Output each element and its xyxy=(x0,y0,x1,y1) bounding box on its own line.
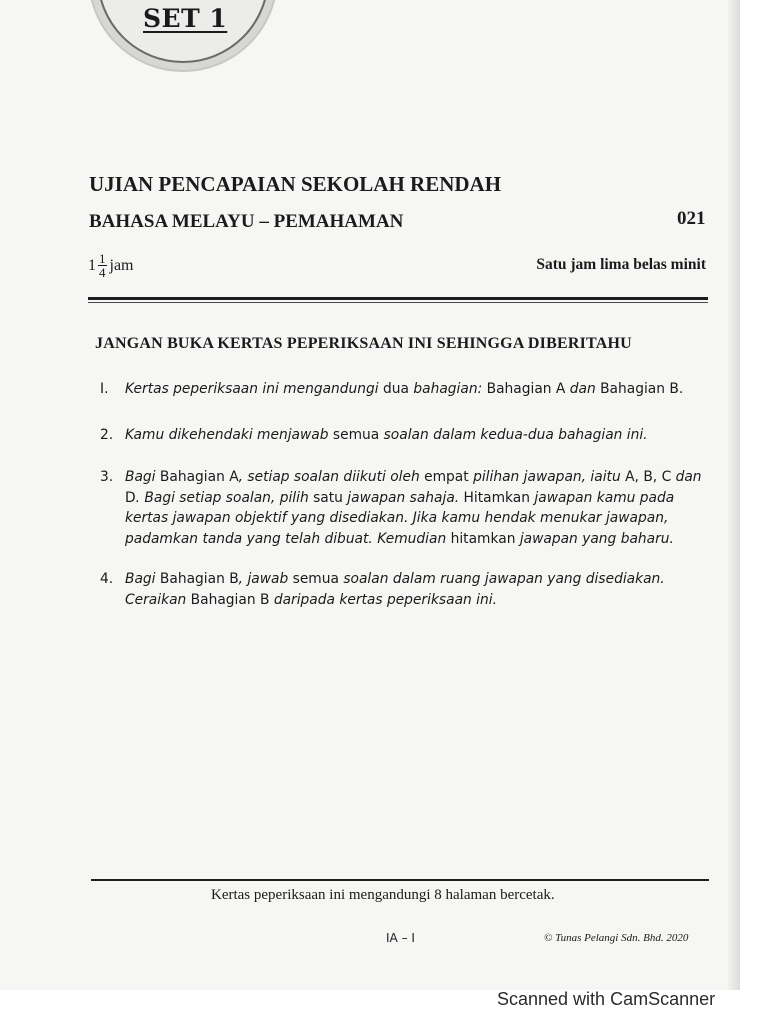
footer-divider xyxy=(91,879,709,881)
paper-code: 021 xyxy=(677,208,706,229)
fraction-numerator: 1 xyxy=(99,251,106,266)
instruction-item xyxy=(100,569,710,613)
duration-fraction-part xyxy=(98,252,107,279)
page-count-note: Kertas peperiksaan ini mengandungi 8 halaman bercetak. xyxy=(211,887,555,903)
instruction-text: Bagi Bahagian B, jawab semua soalan dalam ruang jawapan yang disediakan. Ceraikan Bahagian B daripada kertas peperiksaan ini. xyxy=(125,571,665,608)
duration-fraction xyxy=(88,252,134,279)
instruction-item xyxy=(100,379,710,401)
instruction-number: 2. xyxy=(100,427,114,443)
instruction-number: 3. xyxy=(100,469,114,485)
header-divider-thick xyxy=(88,297,708,300)
subject-title: BAHASA MELAYU – PEMAHAMAN xyxy=(89,211,404,232)
page-edge-shadow xyxy=(728,0,740,990)
duration-unit: jam xyxy=(109,256,134,274)
instruction-text: Bagi Bahagian A, setiap soalan diikuti oleh empat pilihan jawapan, iaitu A, B, C dan D. Bagi setiap soalan, pilih satu jawapan sahaja. Hitamkan jawapan kamu pada kertas jawapan objektif yang disediakan. Jika kamu hendak menukar jawapan, padamkan tanda yang telah dibuat. Kemudian hitamkan jawapan yang baharu. xyxy=(125,469,702,547)
warning-notice: JANGAN BUKA KERTAS PEPERIKSAAN INI SEHINGGA DIBERITAHU xyxy=(95,335,632,352)
instruction-text: Kertas peperiksaan ini mengandungi dua bahagian: Bahagian A dan Bahagian B. xyxy=(125,381,684,397)
set-label: SET 1 xyxy=(143,4,228,33)
header-divider-thin xyxy=(88,302,708,303)
instruction-number: I. xyxy=(100,381,109,397)
scanner-watermark: Scanned with CamScanner xyxy=(497,989,716,1009)
instruction-item xyxy=(100,425,710,447)
copyright-notice: © Tunas Pelangi Sdn. Bhd. 2020 xyxy=(544,932,689,944)
instruction-number: 4. xyxy=(100,571,114,587)
duration-whole: 1 xyxy=(88,256,96,274)
instruction-text: Kamu dikehendaki menjawab semua soalan dalam kedua-dua bahagian ini. xyxy=(125,427,648,443)
fraction-denominator: 4 xyxy=(99,265,106,280)
page-number: IA – I xyxy=(386,931,415,945)
exam-title: UJIAN PENCAPAIAN SEKOLAH RENDAH xyxy=(89,172,502,196)
duration-words: Satu jam lima belas minit xyxy=(536,256,706,273)
instruction-item xyxy=(100,467,710,551)
